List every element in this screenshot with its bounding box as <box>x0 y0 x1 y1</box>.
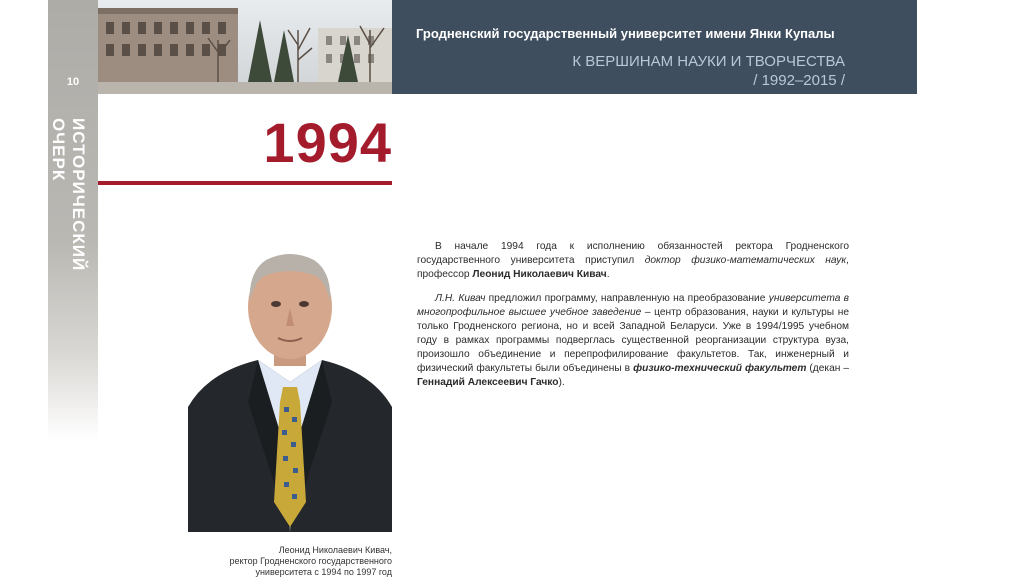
rector-portrait <box>188 242 392 532</box>
year-underline <box>98 181 392 185</box>
caption-line: университета с 1994 по 1997 год <box>255 567 392 577</box>
text-run-italic: университета в многопрофильное высшее учебное заведение <box>417 293 849 318</box>
book-title: К ВЕРШИНАМ НАУКИ И ТВОРЧЕСТВА <box>572 53 845 70</box>
campus-banner-photo <box>98 0 392 94</box>
text-run: , профессор <box>417 255 849 280</box>
section-title-vertical: ИСТОРИЧЕСКИЙ ОЧЕРК <box>49 118 88 272</box>
text-run: В начале 1994 года к исполнению обязанностей ректора Гродненского государственного университета приступил <box>417 241 849 266</box>
text-run: ). <box>558 377 565 388</box>
portrait-image <box>188 242 392 532</box>
caption-line: Леонид Николаевич Кивач, <box>278 545 392 555</box>
text-run-italic: доктор физико-математических наук <box>644 255 847 266</box>
book-years: / 1992–2015 / <box>753 72 845 89</box>
faculty-name: физико-технический факультет <box>633 363 807 374</box>
text-run: (декан – <box>806 363 849 374</box>
campus-building-image <box>98 0 392 94</box>
header-band <box>392 0 917 94</box>
body-text <box>417 240 849 400</box>
text-run: . <box>606 269 610 280</box>
text-run: – центр образования, науки и культуры не только Гродненского региона, но и всей Западной Беларуси. Уже в 1994/1995 учебном году в рамках программы подверглась существенной реорганизации структура вуза, произошло объединение и перепрофилирование факультетов. Так, инженерный и физический факультеты были объединены в <box>417 307 849 374</box>
page-number: 10 <box>66 76 80 88</box>
text-run: предложил программу, направленную на преобразование <box>485 293 769 304</box>
year-heading: 1994 <box>263 111 392 174</box>
paragraph <box>417 292 849 390</box>
university-name: Гродненский государственный университет имени Янки Купалы <box>416 26 835 41</box>
paragraph <box>417 240 849 282</box>
portrait-caption <box>190 545 392 578</box>
caption-line: ректор Гродненского государственного <box>229 556 392 566</box>
rector-name: Леонид Николаевич Кивач <box>472 269 607 280</box>
text-run-italic: Л.Н. Кивач <box>435 293 486 304</box>
dean-name: Геннадий Алексеевич Гачко <box>417 377 559 388</box>
